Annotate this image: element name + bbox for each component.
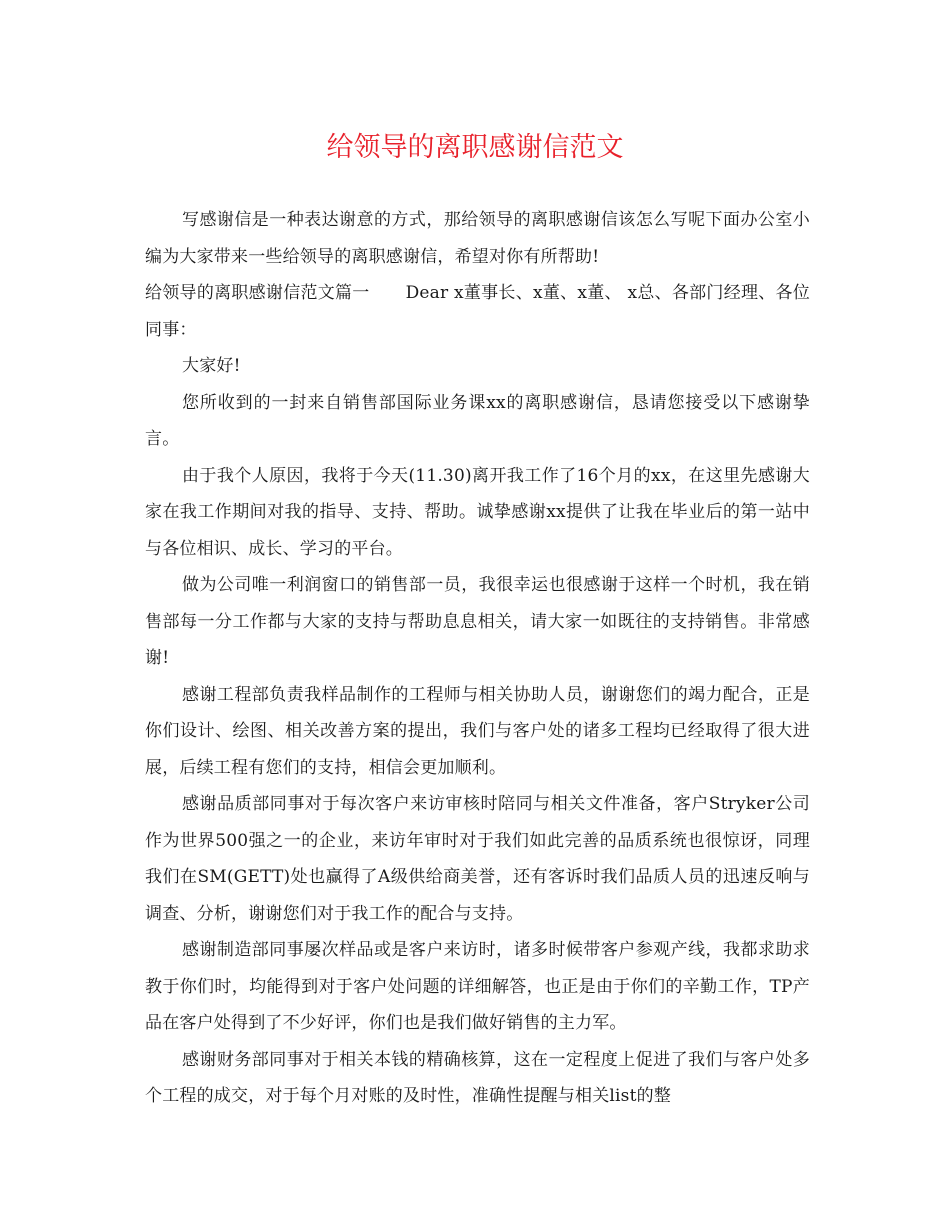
document-title: 给领导的离职感谢信范文 [326,132,624,163]
section-heading-line [145,275,810,348]
body-paragraph: 感谢品质部同事对于每次客户来访审核时陪同与相关文件准备，客户Stryker公司作为世界500强之一的企业，来访年审时对于我们如此完善的品质系统也很惊讶，同理我们在SM(GETT)处也赢得了A级供给商美誉，还有客诉时我们品质人员的迅速反响与调查、分析，谢谢您们对于我工作的配合与支持。 [145,794,810,924]
section-heading: 给领导的离职感谢信范文篇一 [145,283,370,303]
intro-paragraph: 写感谢信是一种表达谢意的方式，那给领导的离职感谢信该怎么写呢下面办公室小编为大家带来一些给领导的离职感谢信，希望对你有所帮助! [145,210,810,267]
greeting-paragraph: 大家好! [182,356,241,376]
body-paragraph: 感谢制造部同事屡次样品或是客户来访时，诸多时候带客户参观产线，我都求助求教于你们时，均能得到对于客户处问题的详细解答，也正是由于你们的辛勤工作，TP产品在客户处得到了不少好评，你们也是我们做好销售的主力军。 [145,940,810,1033]
body-paragraph: 由于我个人原因，我将于今天(11.30)离开我工作了16个月的xx，在这里先感谢大家在我工作期间对我的指导、支持、帮助。诚挚感谢xx提供了让我在毕业后的第一站中与各位相识、成长、学习的平台。 [145,465,810,559]
document-body [145,202,810,1115]
body-paragraph: 您所收到的一封来自销售部国际业务课xx的离职感谢信，恳请您接受以下感谢挚言。 [145,392,810,449]
body-paragraph: 感谢工程部负责我样品制作的工程师与相关协助人员，谢谢您们的竭力配合，正是你们设计、绘图、相关改善方案的提出，我们与客户处的诸多工程均已经取得了很大进展，后续工程有您们的支持，相信会更加顺利。 [145,684,810,778]
body-paragraph: 做为公司唯一利润窗口的销售部一员，我很幸运也很感谢于这样一个时机，我在销售部每一分工作都与大家的支持与帮助息息相关，请大家一如既往的支持销售。非常感谢! [145,575,810,668]
body-paragraph: 感谢财务部同事对于相关本钱的精确核算，这在一定程度上促进了我们与客户处多个工程的成交，对于每个月对账的及时性，准确性提醒与相关list的整 [145,1049,810,1106]
salutation: Dear x董事长、x董、x董、 x总、各部门经理、各位同事： [145,283,810,340]
